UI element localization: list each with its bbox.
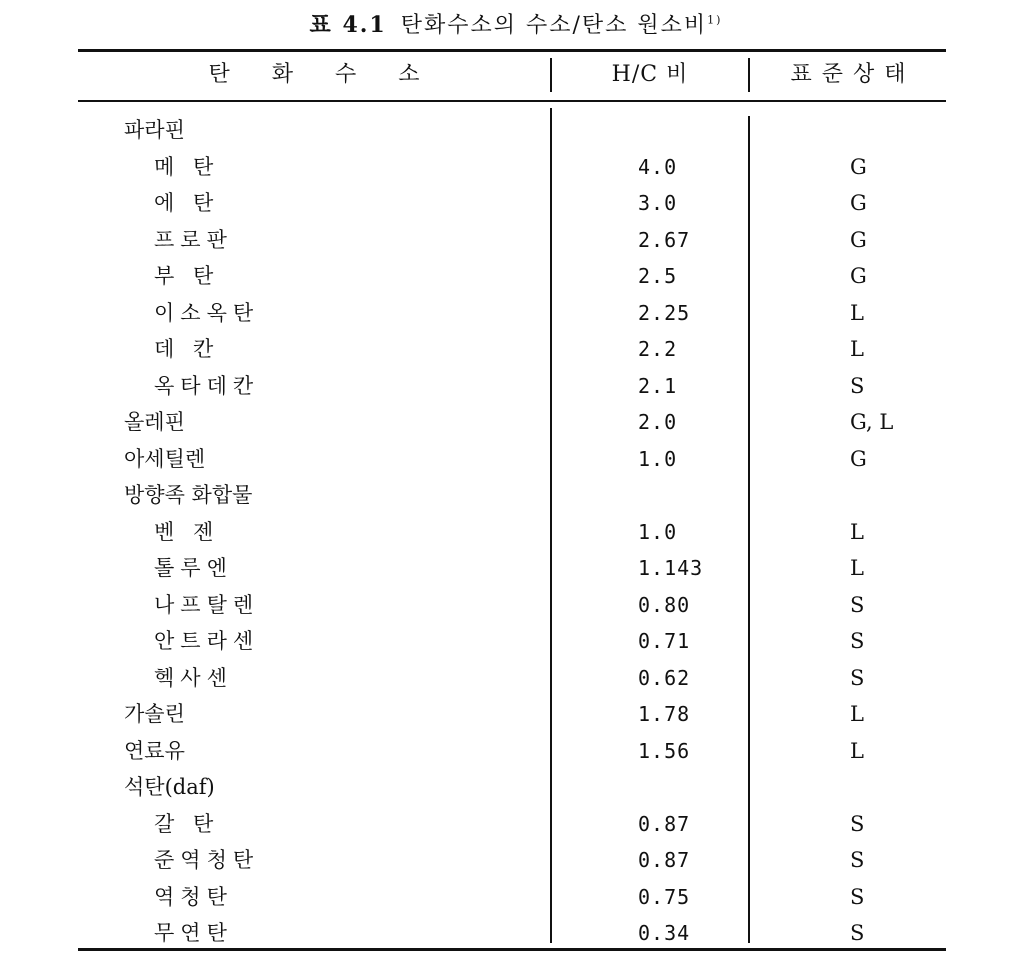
hydrocarbon-name: 부 탄	[154, 264, 220, 288]
standard-state-value: G	[850, 227, 867, 252]
hydrocarbon-name: 프로판	[154, 227, 233, 252]
column-header-hydrocarbon: 탄화수소	[208, 62, 462, 87]
table-row	[0, 477, 1032, 514]
hc-ratio-value: 0.80	[638, 592, 691, 617]
footnote-marker: 1)	[707, 13, 723, 27]
hc-ratio-value: 2.0	[638, 410, 678, 434]
hydrocarbon-name: 올레핀	[124, 410, 185, 434]
hydrocarbon-name: 메 탄	[154, 154, 220, 179]
hc-ratio-value: 2.67	[638, 227, 691, 252]
table-row	[0, 806, 1032, 843]
hc-ratio-value: 1.56	[638, 738, 691, 763]
hydrocarbon-name: 안트라센	[154, 629, 260, 653]
standard-state-value: G	[850, 154, 867, 179]
hc-ratio-value: 1.143	[638, 556, 704, 580]
hydrocarbon-name: 옥타데칸	[154, 373, 260, 398]
hydrocarbon-name: 역청탄	[154, 884, 233, 909]
hydrocarbon-name: 벤 젠	[154, 519, 220, 544]
table-row	[0, 915, 1032, 952]
hydrocarbon-name: 파라핀	[124, 118, 185, 142]
standard-state-value: L	[850, 702, 864, 726]
hydrocarbon-name: 에 탄	[154, 191, 220, 215]
table-title: 탄화수소의 수소/탄소 원소비	[400, 13, 708, 38]
hc-ratio-value: 4.0	[638, 154, 678, 179]
standard-state-value: S	[850, 629, 865, 653]
hc-ratio-value: 0.87	[638, 811, 691, 836]
table-row	[0, 514, 1032, 551]
hydrocarbon-name: 데 칸	[154, 337, 220, 361]
table-row	[0, 222, 1032, 259]
hc-ratio-value: 2.5	[638, 264, 678, 288]
hydrocarbon-name: 이소옥탄	[154, 300, 260, 325]
top-rule	[78, 49, 946, 52]
hc-ratio-value: 0.62	[638, 665, 691, 690]
table-row	[0, 842, 1032, 879]
hydrocarbon-name: 방향족 화합물	[124, 483, 253, 507]
table-row	[0, 149, 1032, 186]
standard-state-value: L	[850, 556, 864, 580]
table-row	[0, 441, 1032, 478]
standard-state-value: S	[850, 592, 865, 617]
table-row	[0, 550, 1032, 587]
hydrocarbon-name: 나프탈렌	[154, 592, 260, 617]
hc-ratio-value: 0.75	[638, 884, 691, 909]
hydrocarbon-name: 무연탄	[154, 921, 233, 945]
hc-ratio-value: 2.2	[638, 337, 678, 361]
standard-state-value: L	[850, 519, 864, 544]
hc-ratio-value: 1.78	[638, 702, 691, 726]
table-row	[0, 879, 1032, 916]
table-row	[0, 733, 1032, 770]
table-row	[0, 112, 1032, 149]
standard-state-value: L	[850, 337, 864, 361]
table-body	[0, 112, 1032, 952]
table-row	[0, 331, 1032, 368]
table-row	[0, 660, 1032, 697]
hydrocarbon-name: 헥사센	[154, 665, 233, 690]
table-number: 표 4.1	[309, 12, 387, 38]
standard-state-value: L	[850, 300, 864, 325]
table-row	[0, 368, 1032, 405]
table-row	[0, 295, 1032, 332]
hydrocarbon-name: 준역청탄	[154, 848, 260, 872]
hydrocarbon-name: 갈 탄	[154, 811, 220, 836]
standard-state-value: G	[850, 446, 867, 471]
table-row	[0, 769, 1032, 806]
hc-ratio-value: 2.1	[638, 373, 678, 398]
column-header-standard-state: 표준상태	[790, 62, 916, 87]
standard-state-value: S	[850, 921, 865, 945]
hc-ratio-value: 1.0	[638, 446, 678, 471]
table-row	[0, 258, 1032, 295]
standard-state-value: S	[850, 811, 865, 836]
table-row	[0, 587, 1032, 624]
hc-ratio-value: 0.71	[638, 629, 691, 653]
header-rule	[78, 100, 946, 102]
table-row	[0, 623, 1032, 660]
hydrocarbon-name: 연료유	[124, 738, 185, 763]
standard-state-value: L	[850, 738, 864, 763]
hc-ratio-value: 0.34	[638, 921, 691, 945]
standard-state-value: S	[850, 665, 865, 690]
standard-state-value: G	[850, 264, 867, 288]
standard-state-value: S	[850, 884, 865, 909]
hydrocarbon-name: 톨루엔	[154, 556, 233, 580]
standard-state-value: G, L	[850, 410, 894, 434]
standard-state-value: G	[850, 191, 867, 215]
hydrocarbon-name: 가솔린	[124, 702, 185, 726]
hydrocarbon-name: 석탄(daf)	[124, 775, 215, 799]
standard-state-value: S	[850, 373, 865, 398]
table-row	[0, 696, 1032, 733]
hydrocarbon-name: 아세틸렌	[124, 446, 206, 471]
hc-ratio-value: 1.0	[638, 519, 678, 544]
hc-ratio-value: 2.25	[638, 300, 691, 325]
hc-ratio-value: 0.87	[638, 848, 691, 872]
table-row	[0, 404, 1032, 441]
table-row	[0, 185, 1032, 222]
standard-state-value: S	[850, 848, 865, 872]
hc-ratio-value: 3.0	[638, 191, 678, 215]
table-caption	[0, 8, 1032, 39]
column-header-hc-ratio: H/C 비	[611, 62, 689, 87]
